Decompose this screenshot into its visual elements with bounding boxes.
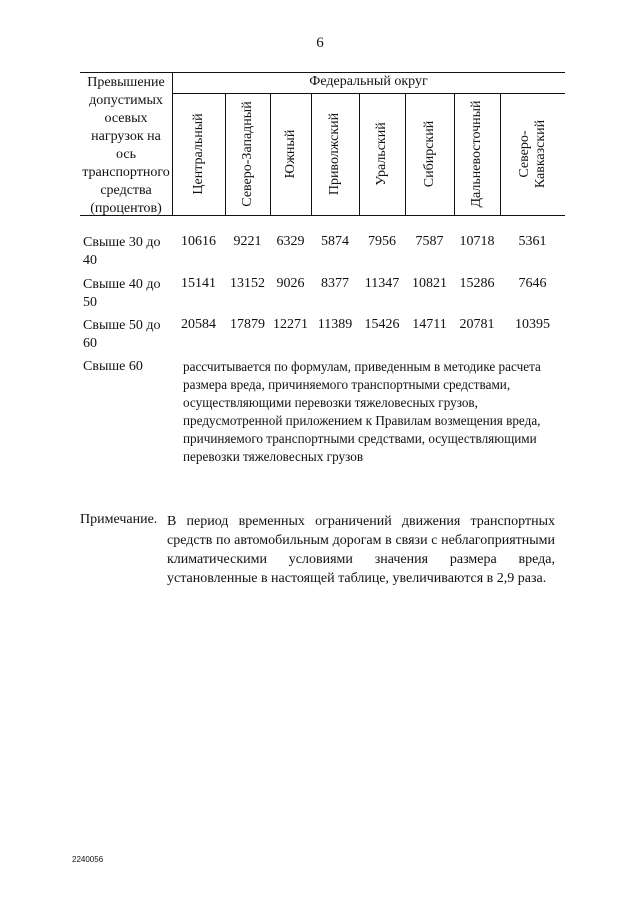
column-header-label: Сибирский — [421, 120, 437, 188]
column-header-label: Северо-Западный — [239, 101, 255, 207]
table-cell: 6329 — [276, 234, 305, 249]
table-cell: 20781 — [459, 317, 495, 332]
table-cell: 5874 — [321, 234, 349, 249]
row-label: Свыше 60 — [83, 359, 143, 374]
column-header-label: Северо-Кавказский — [516, 119, 548, 189]
table-cell: 17879 — [230, 317, 265, 332]
table-cell: 10718 — [459, 234, 495, 249]
column-header — [270, 94, 311, 214]
table-cell: 15141 — [181, 276, 216, 291]
row-label: Свыше 30 до 40 — [83, 235, 161, 268]
table-cell: 14711 — [412, 317, 447, 332]
table-cell: 5361 — [518, 234, 547, 249]
column-header — [172, 94, 225, 214]
column-header-label: Дальневосточный — [469, 100, 484, 208]
table-cell: 8377 — [321, 276, 349, 291]
column-header-label: Центральный — [190, 113, 206, 195]
table-cell: 10821 — [412, 276, 447, 291]
page-number: 6 — [316, 35, 324, 51]
note-label: Примечание. — [80, 512, 158, 527]
table-cell: 9221 — [233, 234, 262, 249]
table-cell: 7646 — [518, 276, 547, 291]
table-cell: 12271 — [273, 317, 308, 332]
table-cell: 11347 — [364, 276, 400, 291]
row-header: Превышение допустимых осевых нагрузок на ось транспортного средства (процентов) — [82, 75, 170, 216]
table-cell: 15426 — [364, 317, 400, 332]
table-top-rule — [80, 72, 565, 73]
document-code: 2240056 — [72, 855, 104, 864]
table-cell: 7956 — [368, 234, 396, 249]
table-cell: 13152 — [230, 276, 265, 291]
table-cell: 7587 — [415, 234, 444, 249]
column-header — [311, 94, 359, 214]
table-cell: 10616 — [181, 234, 216, 249]
column-header-label: Южный — [282, 129, 298, 179]
column-header — [225, 94, 270, 214]
row-label: Свыше 50 до 60 — [83, 318, 161, 351]
table-cell: 10395 — [515, 317, 550, 332]
column-header — [359, 94, 405, 214]
table-cell: 15286 — [459, 276, 495, 291]
district-header: Федеральный округ — [309, 74, 428, 89]
table-cell: 20584 — [181, 317, 216, 332]
column-header-label: Приволжский — [327, 112, 342, 196]
column-header — [500, 94, 565, 214]
table-cell: 9026 — [276, 276, 305, 291]
column-header-label: Уральский — [374, 122, 389, 186]
formula-reference-text: рассчитывается по формулам, приведенным в методике расчета размера вреда, причиняемого транспортными средствами, осуществляющими перевозки тяжеловесных грузов, предусмотренной приложением к Правилам возмещения вреда, причиняемого транспортными средствами, осуществляющими перевозки тяжеловесных грузов — [183, 359, 541, 464]
row-label: Свыше 40 до 50 — [83, 277, 161, 310]
note-text: В период временных ограничений движения транспортных средств по автомобильным дорогам в связи с неблагоприятными климатическими условиями значения размера вреда, установленные в настоящей таблице, увеличиваются в 2,9 раза. — [167, 514, 555, 586]
column-header — [405, 94, 454, 214]
column-header — [454, 94, 500, 214]
table-cell: 11389 — [317, 317, 353, 332]
